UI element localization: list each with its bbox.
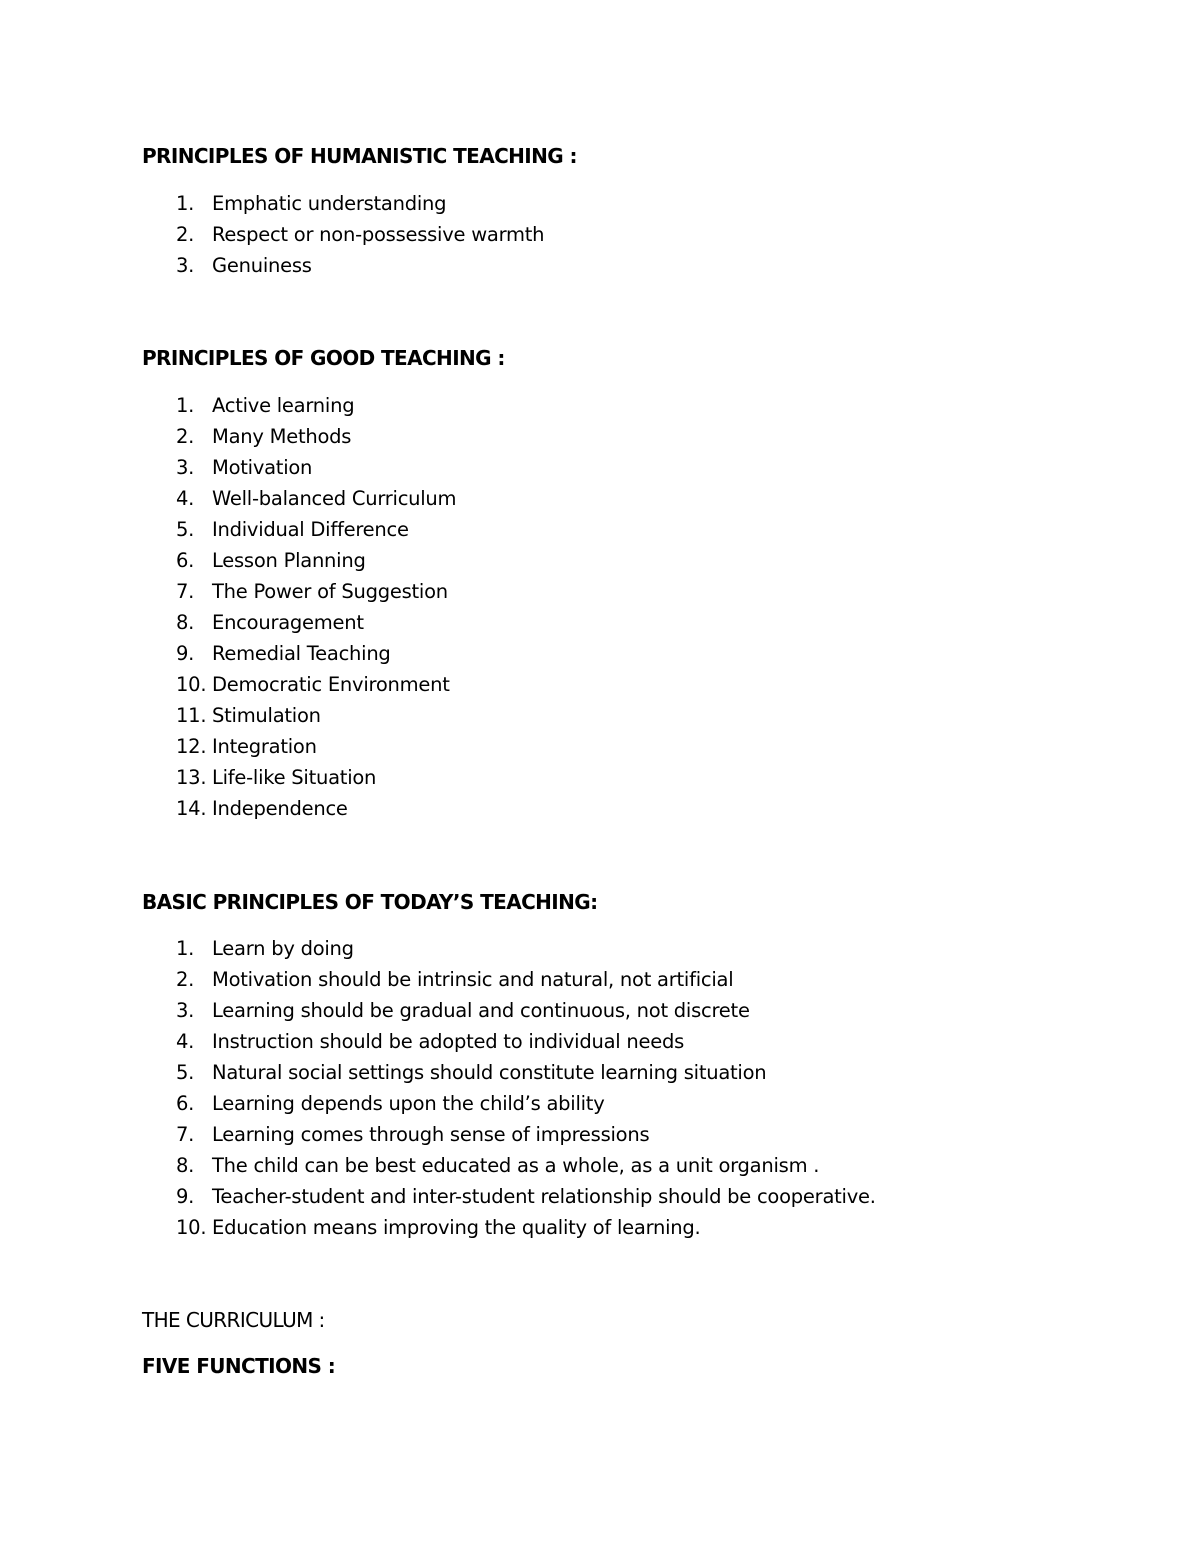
item-number: 8.	[176, 611, 195, 634]
item-number: 6.	[176, 1092, 195, 1115]
item-number: 1.	[176, 937, 195, 960]
item-text: Learning depends upon the child’s ability	[212, 1092, 605, 1115]
item-number: 10.	[176, 1216, 207, 1239]
item-number: 1.	[176, 394, 195, 417]
section-heading: PRINCIPLES OF GOOD TEACHING :	[142, 346, 505, 370]
item-text: Life-like Situation	[212, 766, 377, 789]
section-heading: BASIC PRINCIPLES OF TODAY’S TEACHING:	[142, 890, 598, 914]
item-text: Education means improving the quality of learning.	[212, 1216, 701, 1239]
curriculum-heading-block	[142, 1308, 325, 1332]
item-number: 2.	[176, 425, 195, 448]
item-number: 4.	[176, 487, 195, 510]
item-text: Respect or non-possessive warmth	[212, 223, 545, 246]
item-text: Instruction should be adopted to individual needs	[212, 1030, 685, 1053]
item-text: Natural social settings should constitute learning situation	[212, 1061, 767, 1084]
item-number: 9.	[176, 642, 195, 665]
item-number: 12.	[176, 735, 207, 758]
item-number: 2.	[176, 223, 195, 246]
item-text: Learning should be gradual and continuous, not discrete	[212, 999, 750, 1022]
item-text: Democratic Environment	[212, 673, 450, 696]
item-text: Emphatic understanding	[212, 192, 447, 215]
item-text: Stimulation	[212, 704, 321, 727]
section-good-teaching	[142, 346, 505, 370]
section-heading: PRINCIPLES OF HUMANISTIC TEACHING :	[142, 144, 577, 168]
item-number: 2.	[176, 968, 195, 991]
item-number: 7.	[176, 580, 195, 603]
item-text: Active learning	[212, 394, 355, 417]
item-text: Remedial Teaching	[212, 642, 391, 665]
item-text: Motivation should be intrinsic and natural, not artificial	[212, 968, 734, 991]
item-number: 3.	[176, 254, 195, 277]
item-number: 13.	[176, 766, 207, 789]
item-text: Individual Difference	[212, 518, 409, 541]
item-text: Encouragement	[212, 611, 364, 634]
item-number: 14.	[176, 797, 207, 820]
item-number: 3.	[176, 999, 195, 1022]
item-text: Learn by doing	[212, 937, 354, 960]
item-number: 3.	[176, 456, 195, 479]
functions-heading: FIVE FUNCTIONS :	[142, 1354, 336, 1378]
item-number: 6.	[176, 549, 195, 572]
item-number: 9.	[176, 1185, 195, 1208]
item-text: The child can be best educated as a whole, as a unit organism .	[212, 1154, 820, 1177]
section-humanistic-teaching	[142, 144, 577, 168]
section-todays-teaching	[142, 890, 597, 914]
item-number: 1.	[176, 192, 195, 215]
item-text: Well-balanced Curriculum	[212, 487, 457, 510]
item-text: The Power of Suggestion	[212, 580, 448, 603]
item-number: 4.	[176, 1030, 195, 1053]
curriculum-heading: THE CURRICULUM :	[142, 1308, 325, 1332]
item-number: 11.	[176, 704, 207, 727]
item-number: 5.	[176, 1061, 195, 1084]
item-text: Many Methods	[212, 425, 352, 448]
item-number: 10.	[176, 673, 207, 696]
item-text: Teacher-student and inter-student relationship should be cooperative.	[212, 1185, 876, 1208]
item-number: 8.	[176, 1154, 195, 1177]
item-number: 7.	[176, 1123, 195, 1146]
item-text: Independence	[212, 797, 348, 820]
item-text: Motivation	[212, 456, 313, 479]
item-text: Genuiness	[212, 254, 312, 277]
functions-heading-block	[142, 1354, 335, 1378]
item-text: Lesson Planning	[212, 549, 366, 572]
item-text: Integration	[212, 735, 317, 758]
item-number: 5.	[176, 518, 195, 541]
item-text: Learning comes through sense of impressions	[212, 1123, 650, 1146]
